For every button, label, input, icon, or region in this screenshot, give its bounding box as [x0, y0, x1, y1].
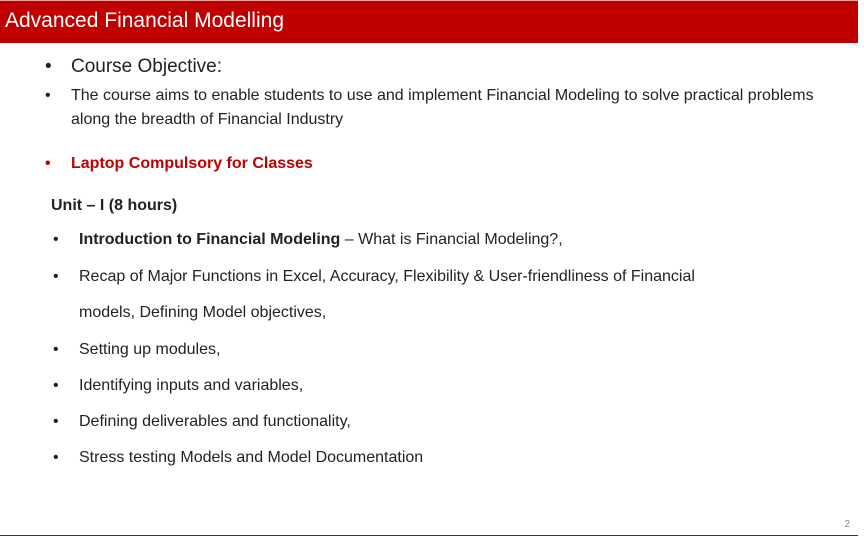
- bullet-icon: •: [53, 377, 59, 394]
- bullet-icon: •: [53, 268, 59, 285]
- topic-row-3: [53, 341, 843, 359]
- requirement-row: [45, 155, 313, 173]
- bullet-icon: •: [53, 449, 59, 466]
- topic-1-rest: – What is Financial Modeling?,: [340, 231, 563, 248]
- title-bar: [0, 0, 858, 43]
- topic-row-4: [53, 377, 843, 395]
- topic-row-5: [53, 413, 843, 431]
- objective-text: The course aims to enable students to use and implement Financial Modeling to solve practical problems along the breadth of Financial Industry: [71, 87, 814, 128]
- unit-heading: Unit – I (8 hours): [51, 197, 178, 214]
- requirement-text: Laptop Compulsory for Classes: [71, 155, 313, 172]
- topic-text-5: Defining deliverables and functionality,: [79, 413, 351, 430]
- bullet-icon: •: [45, 87, 51, 104]
- footer-divider: [0, 535, 858, 536]
- objective-text-row: [45, 84, 845, 132]
- bullet-icon: •: [53, 341, 59, 358]
- topic-text-6: Stress testing Models and Model Documentation: [79, 449, 424, 466]
- topic-text-2-continued: models, Defining Model objectives,: [79, 304, 327, 321]
- topic-text-3: Setting up modules,: [79, 341, 221, 358]
- topic-text-2: Recap of Major Functions in Excel, Accuracy, Flexibility & User-friendliness of Financial: [79, 268, 695, 285]
- bullet-icon: •: [53, 413, 59, 430]
- bullet-icon: •: [45, 155, 51, 172]
- page-number: 2: [844, 519, 850, 530]
- topic-row-2: [53, 268, 843, 286]
- bullet-icon: •: [53, 231, 59, 248]
- topic-text-1: [79, 231, 843, 249]
- topic-text-4: Identifying inputs and variables,: [79, 377, 304, 394]
- topic-row-6: [53, 449, 843, 467]
- slide-title: Advanced Financial Modelling: [5, 9, 284, 32]
- topic-1-bold: Introduction to Financial Modeling: [79, 231, 341, 248]
- topic-row-1: [53, 231, 843, 249]
- objective-heading: Course Objective:: [71, 56, 223, 77]
- objective-heading-row: [45, 56, 222, 78]
- bullet-icon: •: [45, 56, 52, 77]
